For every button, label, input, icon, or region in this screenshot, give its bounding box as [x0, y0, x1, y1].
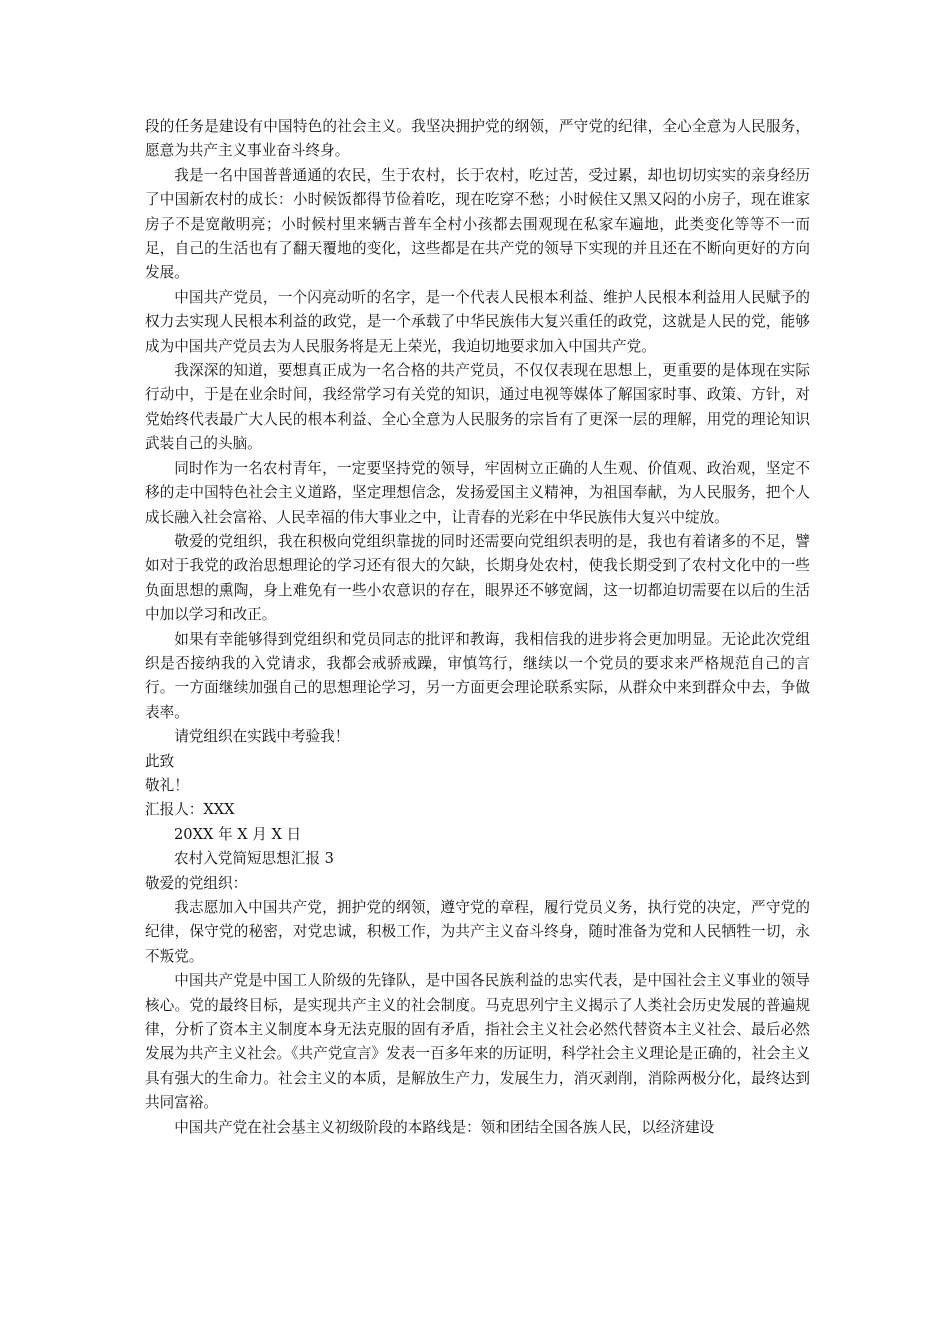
paragraph: 我是一名中国普普通通的农民，生于农村，长于农村，吃过苦，受过累，却也切切实实的亲身经历了中国新农村的成长：小时候饭都得节俭着吃，现在吃穿不愁；小时候住又黑又闷的小房子，现在谁家房子不是宽敞明亮；小时候村里来辆吉普车全村小孩都去围观现在私家车遍地，此类变化等等不一而足，自己的生活也有了翻天覆地的变化，这些都是在共产党的领导下实现的并且还在不断向更好的方向发展。 — [145, 166, 810, 282]
closing-salute: 此致 — [145, 752, 175, 770]
reporter-signature: 汇报人：XXX — [145, 801, 235, 819]
paragraph: 中国共产党是中国工人阶级的先锋队，是中国各民族利益的忠实代表，是中国社会主义事业的领导核心。党的最终目标，是实现共产主义的社会制度。马克思列宁主义揭示了人类社会历史发展的普遍规律，分析了资本主义制度本身无法克服的固有矛盾，指社会主义社会必然代替资本主义社会、最后必然发展为共产主义社会。《共产党宣言》发表一百多年来的历证明，科学社会主义理论是正确的，社会主义具有强大的生命力。社会主义的本质，是解放生产力，发展生力，消灭剥削，消除两极分化，最终达到共同富裕。 — [145, 972, 810, 1112]
paragraph: 我志愿加入中国共产党，拥护党的纲领，遵守党的章程，履行党员义务，执行党的决定，严守党的纪律，保守党的秘密，对党忠诚，积极工作，为共产主义奋斗终身，随时准备为党和人民牺牲一切，永不叛党。 — [145, 899, 810, 965]
paragraph: 段的任务是建设有中国特色的社会主义。我坚决拥护党的纲领，严守党的纪律，全心全意为人民服务，愿意为共产主义事业奋斗终身。 — [145, 118, 810, 160]
paragraph: 请党组织在实践中考验我！ — [174, 728, 350, 746]
paragraph: 敬爱的党组织，我在积极向党组织靠拢的同时还需要向党组织表明的是，我也有着诸多的不足，譬如对于我党的政治思想理论的学习还有很大的欠缺，长期身处农村，使我长期受到了农村文化中的一些负面思想的熏陶，身上难免有一些小农意识的存在，眼界还不够宽阔，这一切都迫切需要在以后的生活中加以学习和改正。 — [145, 532, 810, 624]
paragraph: 中国共产党在社会基主义初级阶段的本路线是：领和团结全国各族人民，以经济建设 — [174, 1118, 715, 1136]
section-title: 农村入党简短思想汇报 3 — [174, 850, 334, 868]
report-date: 20XX 年 X 月 X 日 — [174, 825, 302, 843]
paragraph: 我深深的知道，要想真正成为一名合格的共产党员，不仅仅表现在思想上，更重要的是体现在实际行动中，于是在业余时间，我经常学习有关党的知识，通过电视等媒体了解国家时事、政策、方针，对党始终代表最广大人民的根本利益、全心全意为人民服务的宗旨有了更深一层的理解，用党的理论知识武装自己的头脑。 — [145, 362, 810, 453]
document-page — [145, 115, 810, 1140]
closing-respect: 敬礼！ — [145, 776, 189, 794]
paragraph: 同时作为一名农村青年，一定要坚持党的领导，牢固树立正确的人生观、价值观、政治观，坚定不移的走中国特色社会主义道路，坚定理想信念，发扬爱国主义精神，为祖国奉献，为人民服务，把个人成长融入社会富裕、人民幸福的伟大事业之中，让青春的光彩在中华民族伟大复兴中绽放。 — [145, 459, 810, 526]
greeting: 敬爱的党组织： — [145, 874, 248, 892]
paragraph: 中国共产党员，一个闪亮动听的名字，是一个代表人民根本利益、维护人民根本利益用人民赋予的权力去实现人民根本利益的政党，是一个承载了中华民族伟大复兴重任的政党，这就是人民的党，能够成为中国共产党员去为人民服务将是无上荣光，我迫切地要求加入中国共产党。 — [145, 288, 810, 355]
paragraph: 如果有幸能够得到党组织和党员同志的批评和教诲，我相信我的进步将会更加明显。无论此次党组织是否接纳我的入党请求，我都会戒骄戒躁，审慎笃行，继续以一个党员的要求来严格规范自己的言行。一方面继续加强自己的思想理论学习，另一方面更会理论联系实际，从群众中来到群众中去，争做表率。 — [145, 630, 810, 721]
